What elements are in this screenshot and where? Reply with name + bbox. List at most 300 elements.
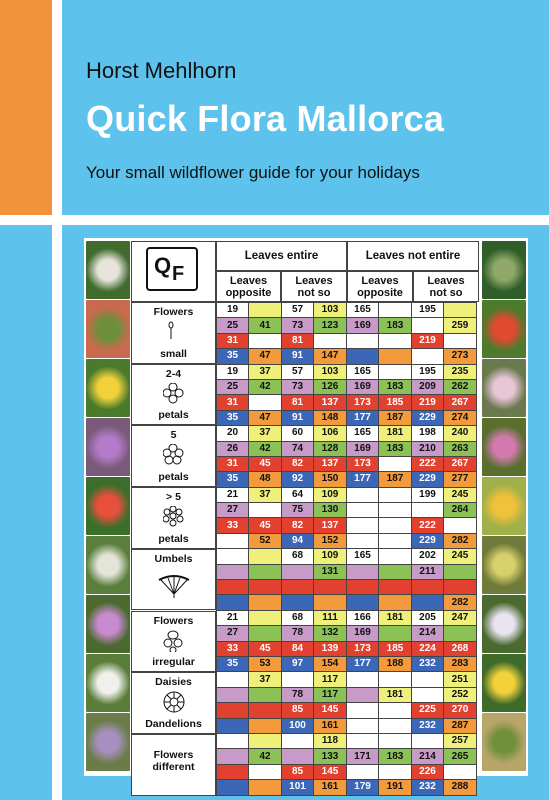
table-cell <box>249 580 282 595</box>
table-cell: 195 <box>412 303 444 318</box>
right-flower-photo <box>482 477 526 535</box>
table-cell: 52 <box>249 533 282 548</box>
table-cell <box>444 518 477 533</box>
table-cell: 169 <box>347 626 379 641</box>
table-cell: 165 <box>347 364 379 379</box>
table-cell: 165 <box>347 549 379 564</box>
table-cell: 268 <box>444 641 477 656</box>
table-cell: 21 <box>217 487 249 502</box>
category-label: Flowers <box>153 614 194 627</box>
table-cell: 161 <box>314 718 347 733</box>
table-cell <box>379 364 412 379</box>
table-cell: 287 <box>444 718 477 733</box>
right-flower-photo <box>482 713 526 771</box>
table-cell: 177 <box>347 656 379 671</box>
table-cell: 101 <box>282 780 314 795</box>
table-cell: 20 <box>217 426 249 441</box>
daisy-icon <box>163 691 185 713</box>
table-cell <box>379 703 412 718</box>
table-cell: 235 <box>444 364 477 379</box>
category-sublabel: petals <box>158 409 189 422</box>
left-flower-photo <box>86 359 130 417</box>
table-cell <box>379 595 412 610</box>
table-cell: 270 <box>444 703 477 718</box>
table-cell <box>444 764 477 779</box>
header-leaves-not-entire: Leaves not entire <box>347 241 479 271</box>
table-row <box>217 333 477 348</box>
header-leaves-not-so: Leaves not so <box>281 271 347 302</box>
table-cell: 33 <box>217 641 249 656</box>
category-label: 2-4 <box>165 367 182 380</box>
table-cell <box>379 672 412 687</box>
table-cell: 31 <box>217 333 249 348</box>
table-cell <box>412 349 444 364</box>
left-flower-photo <box>86 595 130 653</box>
table-row <box>217 564 477 579</box>
table-cell <box>314 333 347 348</box>
right-flower-photo <box>482 241 526 299</box>
table-cell: 73 <box>282 379 314 394</box>
table-cell: 57 <box>282 364 314 379</box>
table-cell <box>282 595 314 610</box>
table-cell <box>379 626 412 641</box>
table-cell <box>347 580 379 595</box>
right-flower-photo <box>482 300 526 358</box>
table-row <box>217 533 477 548</box>
category-cell <box>131 672 216 734</box>
table-cell <box>412 580 444 595</box>
table-cell: 53 <box>249 656 282 671</box>
table-cell: 103 <box>314 364 347 379</box>
table-cell: 92 <box>282 472 314 487</box>
table-cell: 229 <box>412 410 444 425</box>
table-cell <box>347 518 379 533</box>
table-cell <box>217 595 249 610</box>
table-cell: 211 <box>412 564 444 579</box>
table-cell: 229 <box>412 472 444 487</box>
table-cell: 177 <box>347 410 379 425</box>
table-cell: 185 <box>379 395 412 410</box>
table-cell: 274 <box>444 410 477 425</box>
table-cell <box>282 733 314 748</box>
table-cell <box>249 395 282 410</box>
table-cell <box>347 672 379 687</box>
category-cell <box>131 611 216 673</box>
table-cell <box>249 595 282 610</box>
table-cell: 31 <box>217 456 249 471</box>
table-row <box>217 780 477 795</box>
table-cell: 139 <box>314 641 347 656</box>
table-cell: 128 <box>314 441 347 456</box>
table-cell: 219 <box>412 333 444 348</box>
table-cell <box>379 518 412 533</box>
table-cell: 75 <box>282 503 314 518</box>
table-cell <box>347 349 379 364</box>
left-flower-photo <box>86 418 130 476</box>
table-cell <box>347 333 379 348</box>
table-cell <box>412 318 444 333</box>
table-cell: 25 <box>217 379 249 394</box>
table-cell: 209 <box>412 379 444 394</box>
category-label: Flowers <box>153 306 194 318</box>
table-cell: 225 <box>412 703 444 718</box>
table-cell: 97 <box>282 656 314 671</box>
category-sublabel: petals <box>158 532 189 545</box>
table-cell <box>217 764 249 779</box>
table-cell <box>217 672 249 687</box>
logo-f: F <box>172 263 185 285</box>
header-leaves-not-so-2: Leaves not so <box>413 271 479 302</box>
table-cell: 171 <box>347 749 379 764</box>
category-cell <box>131 549 216 611</box>
table-cell: 57 <box>282 303 314 318</box>
table-cell: 232 <box>412 656 444 671</box>
header-leaves-entire: Leaves entire <box>216 241 347 271</box>
table-cell: 187 <box>379 410 412 425</box>
table-cell: 202 <box>412 549 444 564</box>
small-flower-icon <box>163 321 185 343</box>
table-cell: 262 <box>444 379 477 394</box>
table-cell: 198 <box>412 426 444 441</box>
table-cell: 47 <box>249 410 282 425</box>
table-cell <box>347 595 379 610</box>
four-petal-icon <box>163 383 185 405</box>
table-cell <box>444 303 477 318</box>
table-cell: 109 <box>314 549 347 564</box>
white-divider-vertical <box>52 0 62 800</box>
table-row <box>217 503 477 518</box>
white-divider-horizontal <box>0 215 549 225</box>
table-cell <box>379 580 412 595</box>
table-cell <box>444 564 477 579</box>
table-cell <box>217 549 249 564</box>
table-cell: 169 <box>347 318 379 333</box>
table-cell: 85 <box>282 703 314 718</box>
table-row <box>217 764 477 779</box>
table-cell <box>249 564 282 579</box>
table-cell: 165 <box>347 303 379 318</box>
umbel-icon <box>157 574 191 600</box>
table-cell: 181 <box>379 426 412 441</box>
table-cell: 181 <box>379 610 412 625</box>
table-cell: 47 <box>249 349 282 364</box>
table-cell <box>347 533 379 548</box>
table-row <box>217 456 477 471</box>
table-cell: 210 <box>412 441 444 456</box>
table-cell <box>379 503 412 518</box>
table-cell: 35 <box>217 656 249 671</box>
table-cell: 154 <box>314 656 347 671</box>
table-cell: 169 <box>347 379 379 394</box>
table-cell: 226 <box>412 764 444 779</box>
table-cell: 73 <box>282 318 314 333</box>
table-cell <box>282 580 314 595</box>
right-flower-photo <box>482 536 526 594</box>
table-cell <box>249 333 282 348</box>
table-cell: 145 <box>314 764 347 779</box>
table-row <box>217 749 477 764</box>
table-cell: 137 <box>314 456 347 471</box>
table-cell <box>379 349 412 364</box>
table-cell: 264 <box>444 503 477 518</box>
table-row <box>217 733 477 748</box>
table-cell: 145 <box>314 703 347 718</box>
table-cell: 84 <box>282 641 314 656</box>
table-cell: 100 <box>282 718 314 733</box>
table-cell: 232 <box>412 780 444 795</box>
book-subtitle: Your small wildflower guide for your holidays <box>86 163 420 182</box>
table-cell <box>217 780 249 795</box>
table-cell <box>282 672 314 687</box>
table-cell <box>412 687 444 702</box>
table-cell: 81 <box>282 333 314 348</box>
table-cell: 277 <box>444 472 477 487</box>
table-cell <box>412 595 444 610</box>
table-cell: 179 <box>347 780 379 795</box>
table-cell <box>444 626 477 641</box>
category-sublabel: petals <box>158 471 189 484</box>
table-cell <box>379 733 412 748</box>
table-cell <box>217 687 249 702</box>
table-cell: 183 <box>379 318 412 333</box>
category-sublabel: small <box>160 347 187 360</box>
table-cell: 257 <box>444 733 477 748</box>
table-row <box>217 672 477 687</box>
table-cell: 187 <box>379 472 412 487</box>
table-row <box>217 395 477 410</box>
table-cell <box>379 456 412 471</box>
table-cell <box>314 595 347 610</box>
table-cell: 27 <box>217 626 249 641</box>
table-cell: 183 <box>379 441 412 456</box>
table-cell: 31 <box>217 395 249 410</box>
table-cell: 222 <box>412 518 444 533</box>
category-cell <box>131 425 216 487</box>
table-cell: 219 <box>412 395 444 410</box>
table-cell: 247 <box>444 610 477 625</box>
table-row <box>217 318 477 333</box>
table-cell: 222 <box>412 456 444 471</box>
table-cell: 117 <box>314 672 347 687</box>
right-flower-photo <box>482 595 526 653</box>
table-cell: 137 <box>314 395 347 410</box>
many-petal-icon <box>163 506 185 528</box>
table-cell: 166 <box>347 610 379 625</box>
table-cell: 91 <box>282 349 314 364</box>
table-cell: 37 <box>249 426 282 441</box>
table-cell: 252 <box>444 687 477 702</box>
table-cell: 21 <box>217 610 249 625</box>
category-sublabel: irregular <box>152 656 195 669</box>
table-row <box>217 656 477 671</box>
table-cell <box>379 487 412 502</box>
table-cell <box>249 610 282 625</box>
left-flower-photo <box>86 241 130 299</box>
table-cell <box>249 503 282 518</box>
table-cell: 64 <box>282 487 314 502</box>
table-cell <box>379 549 412 564</box>
table-row <box>217 364 477 379</box>
table-cell: 109 <box>314 487 347 502</box>
table-row <box>217 518 477 533</box>
table-cell: 27 <box>217 503 249 518</box>
table-cell: 37 <box>249 672 282 687</box>
table-cell: 94 <box>282 533 314 548</box>
table-row <box>217 687 477 702</box>
table-cell: 251 <box>444 672 477 687</box>
table-cell: 45 <box>249 641 282 656</box>
table-cell: 35 <box>217 349 249 364</box>
table-cell: 35 <box>217 472 249 487</box>
table-cell <box>282 564 314 579</box>
table-cell: 173 <box>347 456 379 471</box>
table-cell <box>347 503 379 518</box>
table-cell <box>379 764 412 779</box>
table-row <box>217 641 477 656</box>
table-cell: 42 <box>249 441 282 456</box>
table-cell: 152 <box>314 533 347 548</box>
table-cell: 26 <box>217 441 249 456</box>
right-flower-photo <box>482 654 526 712</box>
table-cell <box>412 672 444 687</box>
table-cell: 282 <box>444 533 477 548</box>
table-cell: 37 <box>249 487 282 502</box>
header-leaves-opposite-2: Leaves opposite <box>347 271 413 302</box>
table-cell: 267 <box>444 395 477 410</box>
table-cell: 265 <box>444 749 477 764</box>
table-cell: 60 <box>282 426 314 441</box>
table-cell <box>347 487 379 502</box>
category-cell <box>131 487 216 549</box>
table-row <box>217 410 477 425</box>
category-label: Umbels <box>154 552 193 565</box>
table-cell: 123 <box>314 318 347 333</box>
table-cell <box>249 703 282 718</box>
table-cell: 165 <box>347 426 379 441</box>
table-cell: 42 <box>249 379 282 394</box>
table-cell: 85 <box>282 764 314 779</box>
table-cell <box>347 703 379 718</box>
table-cell: 106 <box>314 426 347 441</box>
table-cell: 45 <box>249 456 282 471</box>
table-cell: 68 <box>282 610 314 625</box>
table-cell: 117 <box>314 687 347 702</box>
table-cell <box>217 703 249 718</box>
table-row <box>217 426 477 441</box>
table-cell: 267 <box>444 456 477 471</box>
table-cell: 33 <box>217 518 249 533</box>
table-cell: 147 <box>314 349 347 364</box>
author-name: Horst Mehlhorn <box>86 58 237 83</box>
category-cell <box>131 364 216 426</box>
table-cell: 263 <box>444 441 477 456</box>
table-cell: 214 <box>412 626 444 641</box>
table-cell: 282 <box>444 595 477 610</box>
table-cell: 283 <box>444 656 477 671</box>
table-cell: 111 <box>314 610 347 625</box>
table-cell: 191 <box>379 780 412 795</box>
table-cell <box>217 580 249 595</box>
table-cell <box>217 564 249 579</box>
table-cell <box>217 733 249 748</box>
table-cell: 245 <box>444 487 477 502</box>
table-cell <box>217 533 249 548</box>
table-cell: 181 <box>379 687 412 702</box>
table-cell: 81 <box>282 395 314 410</box>
table-cell <box>249 303 282 318</box>
table-cell: 78 <box>282 626 314 641</box>
table-row <box>217 303 477 318</box>
table-cell: 240 <box>444 426 477 441</box>
table-cell <box>412 503 444 518</box>
table-cell: 188 <box>379 656 412 671</box>
table-row <box>217 580 477 595</box>
table-cell: 214 <box>412 749 444 764</box>
left-flower-photo <box>86 300 130 358</box>
table-cell: 78 <box>282 687 314 702</box>
category-cell <box>131 302 216 364</box>
table-cell: 68 <box>282 549 314 564</box>
table-row <box>217 349 477 364</box>
table-cell <box>347 764 379 779</box>
table-cell: 169 <box>347 441 379 456</box>
table-cell <box>379 533 412 548</box>
five-petal-icon <box>163 444 185 466</box>
table-cell: 130 <box>314 503 347 518</box>
table-cell: 42 <box>249 749 282 764</box>
table-cell <box>249 780 282 795</box>
category-label: 5 <box>170 429 177 442</box>
table-cell: 37 <box>249 364 282 379</box>
table-cell: 259 <box>444 318 477 333</box>
table-cell: 74 <box>282 441 314 456</box>
table-cell: 118 <box>314 733 347 748</box>
table-row <box>217 472 477 487</box>
table-cell: 91 <box>282 410 314 425</box>
logo-cell <box>131 241 216 302</box>
logo-q: Q <box>154 253 172 278</box>
table-cell <box>379 333 412 348</box>
table-cell <box>347 564 379 579</box>
table-cell <box>347 733 379 748</box>
table-cell: 245 <box>444 549 477 564</box>
table-cell: 19 <box>217 364 249 379</box>
table-cell: 224 <box>412 641 444 656</box>
table-cell: 48 <box>249 472 282 487</box>
table-cell: 199 <box>412 487 444 502</box>
table-row <box>217 379 477 394</box>
accent-stripe <box>0 0 52 215</box>
table-cell: 148 <box>314 410 347 425</box>
table-cell: 103 <box>314 303 347 318</box>
book-title: Quick Flora Mallorca <box>86 98 445 139</box>
table-cell: 273 <box>444 349 477 364</box>
table-row <box>217 487 477 502</box>
table-cell <box>282 749 314 764</box>
table-cell: 131 <box>314 564 347 579</box>
table-cell: 41 <box>249 318 282 333</box>
table-cell <box>379 303 412 318</box>
table-cell: 133 <box>314 749 347 764</box>
table-cell <box>379 718 412 733</box>
table-cell: 232 <box>412 718 444 733</box>
left-flower-photo <box>86 536 130 594</box>
table-cell <box>347 718 379 733</box>
table-cell <box>217 718 249 733</box>
table-cell <box>249 626 282 641</box>
table-cell: 132 <box>314 626 347 641</box>
table-row <box>217 610 477 625</box>
